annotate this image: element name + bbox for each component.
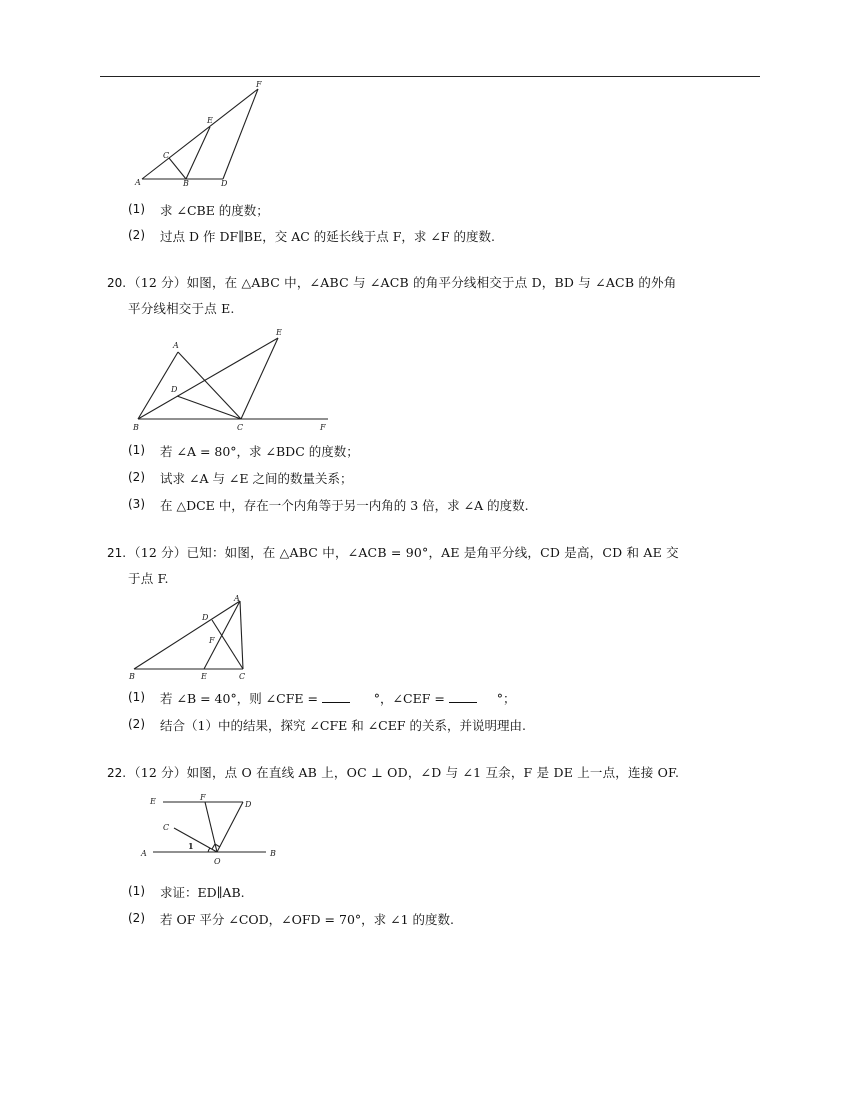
q21-stem-line2: 于点 F.: [128, 571, 169, 586]
q19-part2-text: 过点 D 作 DF∥BE，交 AC 的延长线于点 F，求 ∠F 的度数.: [160, 229, 495, 244]
q20-part2-label: (2): [128, 470, 145, 484]
figure-point-label: A: [135, 178, 141, 187]
header-rule: [100, 76, 760, 77]
figure-point-label: E: [207, 116, 213, 125]
q20-stem-line2: 平分线相交于点 E.: [128, 301, 235, 316]
q21-number: 21.: [107, 546, 127, 560]
q22-part1-text: 求证：ED∥AB.: [160, 885, 245, 900]
q20-number: 20.: [107, 276, 127, 290]
q22-part1-label: (1): [128, 884, 145, 898]
figure-point-label: F: [209, 636, 215, 645]
q20-part3-label: (3): [128, 497, 145, 511]
q19-part2-label: (2): [128, 228, 145, 242]
figure-point-label: E: [201, 672, 207, 681]
figure-point-label: E: [150, 797, 156, 806]
figure-point-label: E: [276, 328, 282, 337]
q19-part1-text: 求 ∠CBE 的度数；: [160, 203, 269, 218]
q21-stem-line1: （12 分）已知：如图，在 △ABC 中，∠ACB = 90°，AE 是角平分线，CD 是高，CD 和 AE 交: [128, 545, 679, 560]
figure-point-label: C: [163, 823, 170, 832]
figure-point-label: F: [200, 793, 206, 802]
q21-part1-label: (1): [128, 690, 145, 704]
figure-point-label: C: [239, 672, 246, 681]
figure-point-label: B: [133, 423, 139, 432]
q22-stem-line1: （12 分）如图，点 O 在直线 AB 上，OC ⊥ OD，∠D 与 ∠1 互余，F 是 DE 上一点，连接 OF.: [128, 765, 680, 780]
answer-blank-cef[interactable]: [449, 690, 477, 703]
q22-part2-label: (2): [128, 911, 145, 925]
figure-point-label: B: [129, 672, 135, 681]
figure-point-label: A: [141, 849, 147, 858]
figure-point-label: D: [202, 613, 209, 622]
q20-part2-text: 试求 ∠A 与 ∠E 之间的数量关系；: [160, 471, 353, 486]
q21-part2-text: 结合（1）中的结果，探究 ∠CFE 和 ∠CEF 的关系，并说明理由.: [160, 718, 526, 733]
q19-figure: [130, 78, 270, 188]
q21-part1-text: 若 ∠B = 40°，则 ∠CFE = °，∠CEF = °；: [160, 691, 516, 706]
q20-part1-text: 若 ∠A = 80°，求 ∠BDC 的度数；: [160, 444, 359, 459]
figure-point-label: D: [171, 385, 178, 394]
q19-part1-label: (1): [128, 202, 145, 216]
figure-point-label: 1: [188, 841, 194, 851]
q22-part2-text: 若 OF 平分 ∠COD，∠OFD = 70°，求 ∠1 的度数.: [160, 912, 454, 927]
q22-figure: [138, 792, 288, 870]
q20-stem-line1: （12 分）如图，在 △ABC 中，∠ABC 与 ∠ACB 的角平分线相交于点 D，BD 与 ∠ACB 的外角: [128, 275, 677, 290]
figure-point-label: A: [234, 594, 240, 603]
q20-part1-label: (1): [128, 443, 145, 457]
figure-point-label: B: [270, 849, 276, 858]
q21-figure: [126, 592, 258, 684]
figure-point-label: D: [245, 800, 252, 809]
figure-point-label: F: [256, 80, 262, 89]
figure-point-label: A: [173, 341, 179, 350]
answer-blank-cfe[interactable]: [322, 690, 350, 703]
figure-point-label: D: [221, 179, 228, 188]
q22-number: 22.: [107, 766, 127, 780]
figure-point-label: F: [320, 423, 326, 432]
figure-point-label: B: [183, 179, 189, 188]
q21-part2-label: (2): [128, 717, 145, 731]
figure-point-label: O: [214, 857, 221, 866]
figure-point-label: C: [237, 423, 244, 432]
q20-part3-text: 在 △DCE 中，存在一个内角等于另一内角的 3 倍，求 ∠A 的度数.: [160, 498, 529, 513]
figure-point-label: C: [163, 151, 170, 160]
q20-figure: [128, 324, 338, 436]
